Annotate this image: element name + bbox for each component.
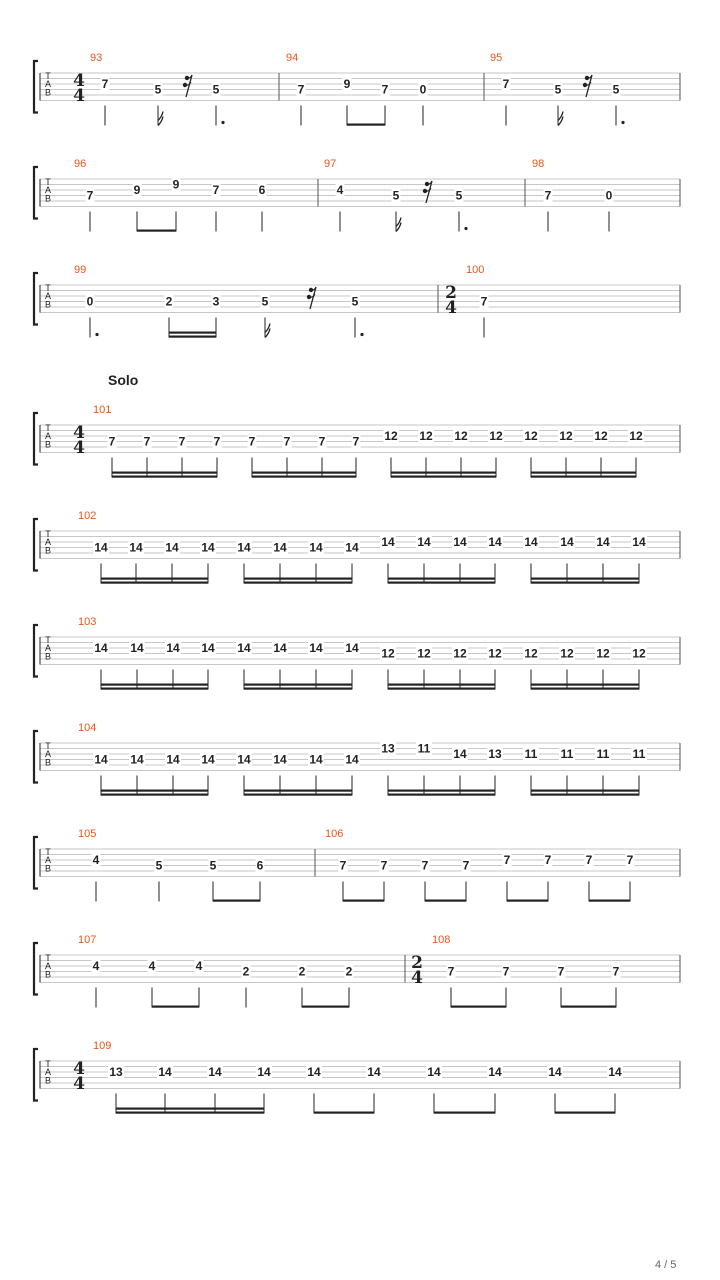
tab-clef-letter: A <box>44 291 52 302</box>
beam <box>347 124 385 126</box>
fret-number: 7 <box>612 964 620 979</box>
beam <box>314 1112 374 1114</box>
fret-number: 5 <box>455 188 463 203</box>
fret-number: 12 <box>632 646 646 661</box>
fret-number: 7 <box>381 82 389 97</box>
beam-secondary <box>169 332 216 334</box>
beam-secondary <box>388 790 495 792</box>
fret-number: 7 <box>101 77 109 91</box>
measure-number: 101 <box>93 404 112 416</box>
measure-number: 96 <box>74 158 87 170</box>
beam <box>531 688 639 690</box>
system-bracket <box>34 837 38 889</box>
fret-number: 6 <box>258 183 266 197</box>
fret-number: 9 <box>343 77 351 91</box>
beam-secondary <box>116 1108 264 1110</box>
beam-secondary <box>101 578 208 580</box>
rhythm-dot <box>464 227 467 230</box>
beam <box>507 900 548 902</box>
fret-number: 13 <box>488 747 502 761</box>
tab-clef-letter: B <box>44 87 52 98</box>
system-bracket <box>34 61 38 113</box>
tab-clef-letter: T <box>45 177 51 187</box>
beam <box>302 1006 349 1008</box>
fret-number: 14 <box>257 1065 271 1079</box>
system-bracket <box>34 413 38 465</box>
beam-secondary <box>531 472 636 474</box>
beam <box>391 476 496 478</box>
measure-number: 94 <box>286 52 299 64</box>
fret-number: 14 <box>427 1065 441 1079</box>
tab-clef-letter: A <box>44 749 52 760</box>
fret-number: 7 <box>86 188 94 203</box>
fret-number: 14 <box>560 535 574 549</box>
fret-number: 5 <box>554 82 562 97</box>
beam <box>244 794 352 796</box>
fret-number: 14 <box>165 540 179 555</box>
fret-number: 7 <box>352 434 360 449</box>
beam <box>451 1006 506 1008</box>
measure-number: 98 <box>532 158 545 170</box>
tab-clef-letter: T <box>45 529 51 539</box>
fret-number: 7 <box>297 82 305 97</box>
fret-number: 2 <box>242 964 250 979</box>
fret-number: 7 <box>143 434 151 449</box>
fret-number: 12 <box>381 646 395 661</box>
measure-number: 109 <box>93 1040 112 1052</box>
tab-clef-letter: A <box>44 185 52 196</box>
fret-number: 0 <box>86 294 94 309</box>
fret-number: 5 <box>261 294 269 309</box>
fret-number: 7 <box>108 434 116 449</box>
fret-number: 7 <box>626 853 634 867</box>
fret-number: 13 <box>381 741 395 756</box>
tab-clef-letter: B <box>44 1075 52 1086</box>
fret-number: 12 <box>594 429 608 443</box>
beam-secondary <box>101 684 208 686</box>
tab-clef-letter: T <box>45 283 51 293</box>
fret-number: 7 <box>283 434 291 449</box>
fret-number: 7 <box>503 853 511 867</box>
beam <box>388 688 495 690</box>
tab-clef-letter: A <box>44 961 52 972</box>
tab-clef-letter: B <box>44 651 52 662</box>
fret-number: 5 <box>212 82 220 97</box>
tab-clef-letter: B <box>44 757 52 768</box>
beam <box>169 336 216 338</box>
rhythm-dot <box>95 333 98 336</box>
fret-number: 14 <box>130 752 144 767</box>
page-number: 4 / 5 <box>655 1259 677 1271</box>
time-signature-numerator: 4 <box>73 1059 85 1079</box>
fret-number: 11 <box>632 747 646 761</box>
fret-number: 5 <box>351 294 359 309</box>
beam-secondary <box>112 472 217 474</box>
tab-clef-letter: B <box>44 193 52 204</box>
fret-number: 14 <box>309 641 323 655</box>
fret-number: 0 <box>419 82 427 97</box>
fret-number: 11 <box>524 747 538 761</box>
tab-clef-letter: B <box>44 439 52 450</box>
beam-secondary <box>244 790 352 792</box>
tab-clef-letter: B <box>44 545 52 556</box>
fret-number: 5 <box>209 858 217 873</box>
time-signature-denominator: 4 <box>73 86 85 106</box>
fret-number: 14 <box>307 1065 321 1079</box>
fret-number: 14 <box>488 535 502 549</box>
section-label-solo: Solo <box>108 372 139 388</box>
fret-number: 7 <box>380 858 388 873</box>
fret-number: 14 <box>345 641 359 655</box>
beam <box>589 900 630 902</box>
fret-number: 12 <box>524 646 538 661</box>
beam <box>388 582 495 584</box>
measure-number: 104 <box>78 722 97 734</box>
tab-clef-letter: T <box>45 71 51 81</box>
time-signature-numerator: 4 <box>73 423 85 443</box>
fret-number: 14 <box>273 752 287 767</box>
fret-number: 14 <box>309 540 323 555</box>
beam <box>434 1112 495 1114</box>
tab-clef-letter: A <box>44 643 52 654</box>
measure-number: 106 <box>325 828 344 840</box>
fret-number: 14 <box>488 1065 502 1079</box>
fret-number: 4 <box>336 183 344 197</box>
fret-number: 12 <box>489 429 503 443</box>
time-signature-denominator: 4 <box>411 968 423 988</box>
tab-clef-letter: T <box>45 635 51 645</box>
measure-number: 105 <box>78 828 97 840</box>
system-bracket <box>34 519 38 571</box>
fret-number: 7 <box>502 77 510 91</box>
fret-number: 11 <box>417 741 431 756</box>
fret-number: 14 <box>367 1065 381 1079</box>
fret-number: 14 <box>130 641 144 655</box>
fret-number: 12 <box>629 429 643 443</box>
fret-number: 9 <box>133 183 141 197</box>
time-signature-denominator: 4 <box>445 298 457 318</box>
beam-secondary <box>388 684 495 686</box>
fret-number: 7 <box>318 434 326 449</box>
tab-clef-letter: A <box>44 537 52 548</box>
fret-number: 4 <box>92 959 100 973</box>
fret-number: 12 <box>454 429 468 443</box>
fret-number: 12 <box>524 429 538 443</box>
fret-number: 12 <box>453 646 467 661</box>
beam <box>531 476 636 478</box>
measure-number: 93 <box>90 52 103 64</box>
fret-number: 12 <box>560 646 574 661</box>
beam <box>116 1112 264 1114</box>
tab-clef-letter: T <box>45 741 51 751</box>
fret-number: 12 <box>417 646 431 661</box>
beam <box>531 582 639 584</box>
beam <box>425 900 466 902</box>
system-bracket <box>34 625 38 677</box>
fret-number: 14 <box>417 535 431 549</box>
fret-number: 14 <box>345 752 359 767</box>
fret-number: 7 <box>421 858 429 873</box>
fret-number: 2 <box>298 964 306 979</box>
beam-secondary <box>391 472 496 474</box>
beam <box>244 582 352 584</box>
fret-number: 14 <box>237 752 251 767</box>
tab-clef-letter: A <box>44 431 52 442</box>
fret-number: 14 <box>273 641 287 655</box>
beam <box>101 794 208 796</box>
rhythm-dot <box>360 333 363 336</box>
fret-number: 14 <box>273 540 287 555</box>
tab-clef-letter: A <box>44 855 52 866</box>
fret-number: 7 <box>339 858 347 873</box>
measure-number: 102 <box>78 510 97 522</box>
fret-number: 5 <box>155 858 163 873</box>
beam-secondary <box>244 684 352 686</box>
fret-number: 14 <box>201 641 215 655</box>
fret-number: 7 <box>544 188 552 203</box>
fret-number: 5 <box>612 82 620 97</box>
time-signature-denominator: 4 <box>73 438 85 458</box>
time-signature-numerator: 2 <box>411 953 423 973</box>
beam <box>112 476 217 478</box>
fret-number: 13 <box>109 1065 123 1079</box>
fret-number: 0 <box>605 188 613 203</box>
system-bracket <box>34 167 38 219</box>
fret-number: 14 <box>129 540 143 555</box>
beam <box>561 1006 616 1008</box>
fret-number: 5 <box>154 82 162 97</box>
fret-number: 9 <box>172 177 180 192</box>
fret-number: 4 <box>148 959 156 973</box>
fret-number: 14 <box>201 540 215 555</box>
tab-clef-letter: B <box>44 299 52 310</box>
fret-number: 14 <box>237 540 251 555</box>
beam <box>555 1112 615 1114</box>
measure-number: 97 <box>324 158 337 170</box>
fret-number: 7 <box>462 858 470 873</box>
beam-secondary <box>244 578 352 580</box>
fret-number: 7 <box>502 964 510 979</box>
fret-number: 2 <box>345 964 353 979</box>
tab-clef-letter: A <box>44 79 52 90</box>
fret-number: 14 <box>309 752 323 767</box>
fret-number: 12 <box>559 429 573 443</box>
beam <box>152 1006 199 1008</box>
fret-number: 14 <box>632 535 646 549</box>
fret-number: 14 <box>381 535 395 549</box>
fret-number: 4 <box>195 959 203 973</box>
measure-number: 95 <box>490 52 503 64</box>
fret-number: 14 <box>94 752 108 767</box>
tab-clef-letter: T <box>45 1059 51 1069</box>
fret-number: 7 <box>585 853 593 867</box>
beam <box>343 900 384 902</box>
system-bracket <box>34 273 38 325</box>
beam-secondary <box>531 790 639 792</box>
beam <box>213 900 260 902</box>
measure-number: 99 <box>74 264 87 276</box>
fret-number: 12 <box>596 646 610 661</box>
tab-clef-letter: T <box>45 423 51 433</box>
time-signature-denominator: 4 <box>73 1074 85 1094</box>
tab-clef-letter: T <box>45 953 51 963</box>
fret-number: 12 <box>488 646 502 661</box>
fret-number: 7 <box>544 853 552 867</box>
fret-number: 14 <box>166 641 180 655</box>
fret-number: 7 <box>213 434 221 449</box>
time-signature-numerator: 2 <box>445 283 457 303</box>
rhythm-dot <box>221 121 224 124</box>
beam <box>101 688 208 690</box>
fret-number: 14 <box>94 540 108 555</box>
beam-secondary <box>252 472 356 474</box>
fret-number: 14 <box>94 641 108 655</box>
fret-number: 14 <box>208 1065 222 1079</box>
beam <box>137 230 176 232</box>
fret-number: 2 <box>165 294 173 309</box>
fret-number: 14 <box>453 535 467 549</box>
measure-number: 108 <box>432 934 451 946</box>
fret-number: 14 <box>596 535 610 549</box>
measure-number: 100 <box>466 264 485 276</box>
measure-number: 107 <box>78 934 97 946</box>
rhythm-dot <box>621 121 624 124</box>
fret-number: 11 <box>560 747 574 761</box>
fret-number: 7 <box>178 434 186 449</box>
fret-number: 12 <box>419 429 433 443</box>
fret-number: 5 <box>392 188 400 203</box>
fret-number: 7 <box>557 964 565 979</box>
fret-number: 12 <box>384 429 398 443</box>
beam-secondary <box>101 790 208 792</box>
beam <box>244 688 352 690</box>
system-bracket <box>34 1049 38 1101</box>
fret-number: 14 <box>158 1065 172 1079</box>
beam-secondary <box>388 578 495 580</box>
fret-number: 7 <box>480 294 488 309</box>
time-signature-numerator: 4 <box>73 71 85 91</box>
fret-number: 14 <box>453 747 467 761</box>
beam-secondary <box>531 578 639 580</box>
fret-number: 14 <box>237 641 251 655</box>
tab-clef-letter: B <box>44 863 52 874</box>
tab-clef-letter: B <box>44 969 52 980</box>
beam <box>101 582 208 584</box>
fret-number: 14 <box>345 540 359 555</box>
fret-number: 7 <box>248 434 256 449</box>
fret-number: 11 <box>596 747 610 761</box>
tab-clef-letter: A <box>44 1067 52 1078</box>
tab-clef-letter: T <box>45 847 51 857</box>
fret-number: 14 <box>548 1065 562 1079</box>
fret-number: 14 <box>201 752 215 767</box>
system-bracket <box>34 943 38 995</box>
fret-number: 6 <box>256 858 264 873</box>
beam-secondary <box>531 684 639 686</box>
fret-number: 14 <box>166 752 180 767</box>
fret-number: 3 <box>212 294 220 309</box>
fret-number: 7 <box>447 964 455 979</box>
fret-number: 7 <box>212 183 220 197</box>
beam <box>531 794 639 796</box>
measure-number: 103 <box>78 616 97 628</box>
fret-number: 14 <box>524 535 538 549</box>
beam <box>388 794 495 796</box>
system-bracket <box>34 731 38 783</box>
fret-number: 14 <box>608 1065 622 1079</box>
beam <box>252 476 356 478</box>
fret-number: 4 <box>92 853 100 867</box>
